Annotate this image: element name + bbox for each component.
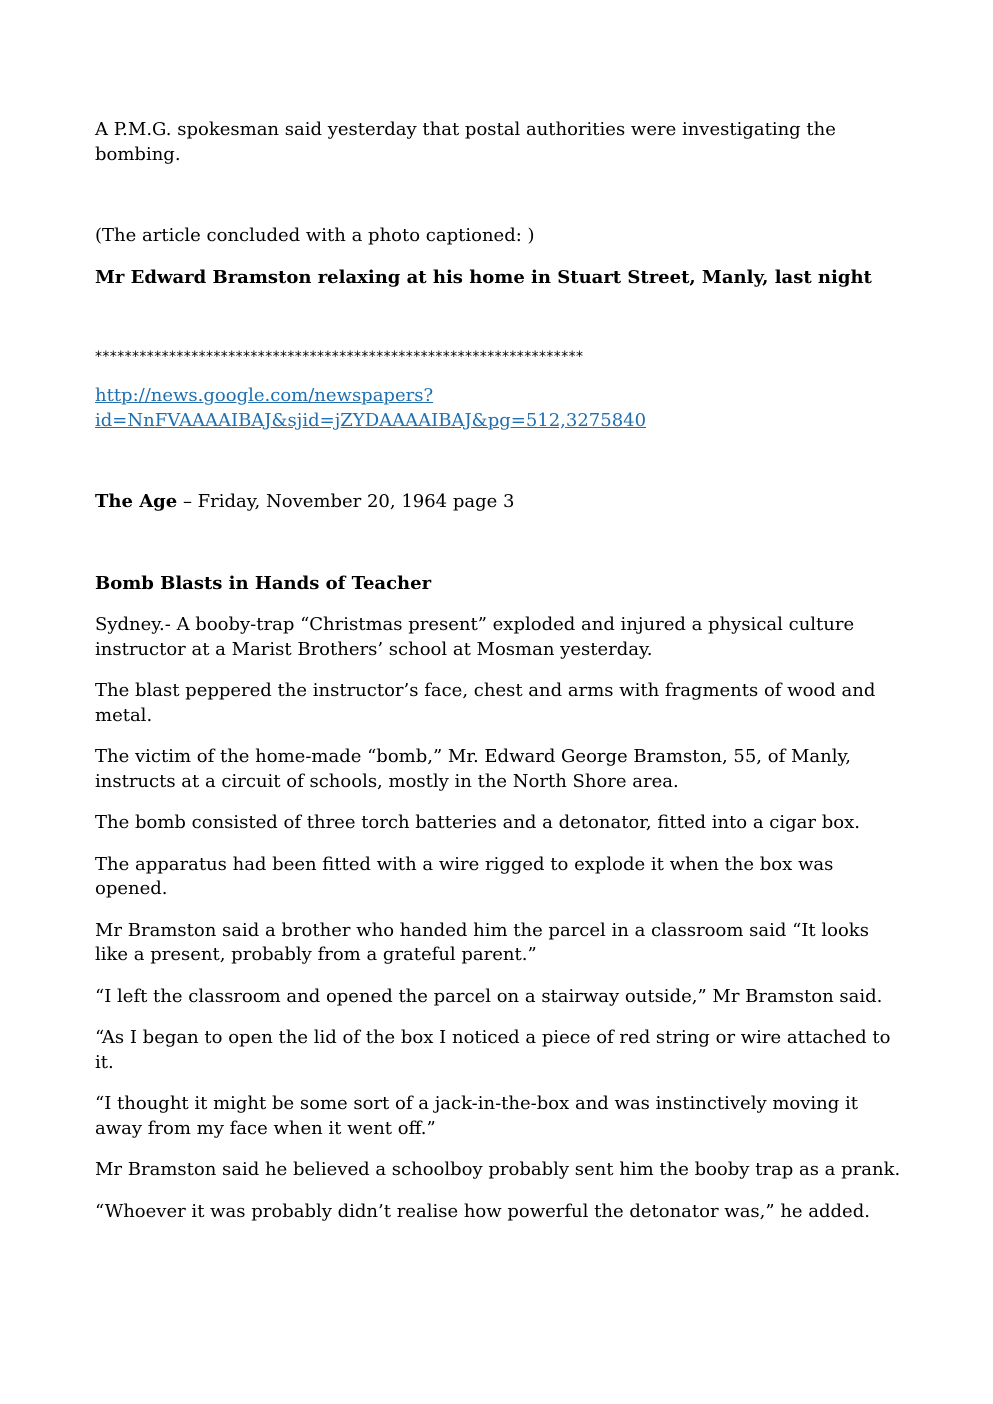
publication-date: – Friday, November 20, 1964 page 3 (177, 491, 515, 512)
article-paragraph: Mr Bramston said a brother who handed him the parcel in a classroom said “It looks like a present, probably from a grateful parent.” (95, 919, 869, 965)
article-headline: Bomb Blasts in Hands of Teacher (95, 572, 432, 594)
photo-note: (The article concluded with a photo captioned: ) (95, 225, 535, 246)
source-link-paragraph (95, 384, 905, 433)
intro-paragraph: A P.M.G. spokesman said yesterday that postal authorities were investigating the bombing. (95, 119, 836, 165)
article-paragraph: The victim of the home-made “bomb,” Mr. Edward George Bramston, 55, of Manly, instructs at a circuit of schools, mostly in the North Shore area. (95, 746, 851, 792)
document-page (95, 118, 905, 1224)
article-paragraph: “I left the classroom and opened the parcel on a stairway outside,” Mr Bramston said. (95, 985, 883, 1007)
separator-line: ****************************************************************** (95, 349, 584, 365)
source-link[interactable] (95, 385, 646, 431)
article-paragraph: The blast peppered the instructor’s face, chest and arms with fragments of wood and metal. (95, 680, 876, 726)
source-link-line-2: id=NnFVAAAAIBAJ&sjid=jZYDAAAAIBAJ&pg=512,3275840 (95, 409, 647, 431)
newspaper-name: The Age (95, 491, 178, 512)
article-paragraph: “Whoever it was probably didn’t realise how powerful the detonator was,” he added. (95, 1200, 870, 1222)
article-paragraph: The apparatus had been fitted with a wire rigged to explode it when the box was opened. (95, 853, 834, 899)
article-paragraph: “As I began to open the lid of the box I noticed a piece of red string or wire attached to it. (95, 1027, 891, 1073)
article-paragraph: Sydney.- A booby-trap “Christmas present” exploded and injured a physical culture instructor at a Marist Brothers’ school at Mosman yesterday. (95, 614, 855, 660)
article-paragraph: Mr Bramston said he believed a schoolboy probably sent him the booby trap as a prank. (95, 1159, 901, 1180)
article-paragraph: “I thought it might be some sort of a jack-in-the-box and was instinctively moving it away from my face when it went off.” (95, 1093, 859, 1139)
article-paragraph: The bomb consisted of three torch batteries and a detonator, fitted into a cigar box. (95, 812, 860, 833)
source-line (95, 490, 905, 515)
photo-caption: Mr Edward Bramston relaxing at his home in Stuart Street, Manly, last night (95, 266, 872, 288)
source-link-line-1: http://news.google.com/newspapers? (95, 385, 434, 406)
